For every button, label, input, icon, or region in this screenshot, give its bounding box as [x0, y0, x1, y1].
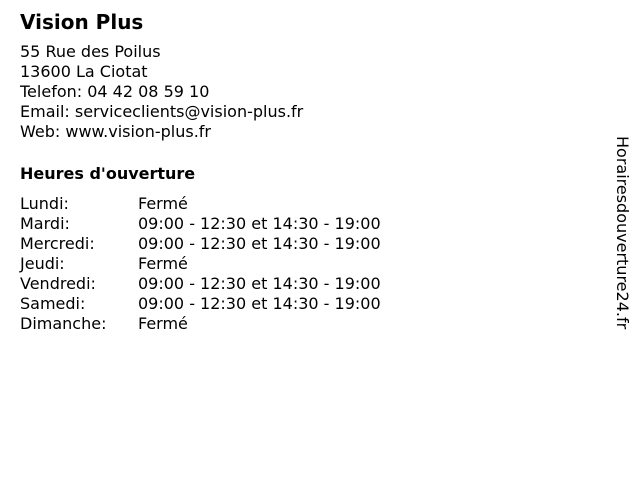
day-label: Vendredi:: [20, 274, 96, 293]
address-block: [20, 42, 600, 142]
day-hours: Fermé: [138, 314, 188, 333]
hours-row: [20, 254, 600, 274]
hours-table: [20, 194, 600, 334]
address-city: 13600 La Ciotat: [20, 62, 148, 81]
day-label: Lundi:: [20, 194, 69, 213]
phone-line: Telefon: 04 42 08 59 10: [20, 82, 210, 101]
web-line: Web: www.vision-plus.fr: [20, 122, 212, 141]
day-label: Jeudi:: [20, 254, 65, 273]
day-hours: Fermé: [138, 194, 188, 213]
day-hours: Fermé: [138, 254, 188, 273]
day-label: Dimanche:: [20, 314, 107, 333]
hours-row: [20, 214, 600, 234]
day-hours: 09:00 - 12:30 et 14:30 - 19:00: [138, 214, 381, 233]
business-card: [20, 10, 600, 334]
day-hours: 09:00 - 12:30 et 14:30 - 19:00: [138, 294, 381, 313]
hours-row: [20, 194, 600, 214]
email-line: Email: serviceclients@vision-plus.fr: [20, 102, 304, 121]
day-label: Samedi:: [20, 294, 86, 313]
day-label: Mercredi:: [20, 234, 95, 253]
address-street: 55 Rue des Poilus: [20, 42, 161, 61]
day-label: Mardi:: [20, 214, 70, 233]
hours-row: [20, 294, 600, 314]
day-hours: 09:00 - 12:30 et 14:30 - 19:00: [138, 234, 381, 253]
site-watermark: Horairesdouverture24.fr: [613, 136, 632, 330]
hours-row: [20, 314, 600, 334]
day-hours: 09:00 - 12:30 et 14:30 - 19:00: [138, 274, 381, 293]
hours-row: [20, 274, 600, 294]
hours-heading: Heures d'ouverture: [20, 164, 196, 183]
business-name: Vision Plus: [20, 10, 144, 34]
hours-row: [20, 234, 600, 254]
